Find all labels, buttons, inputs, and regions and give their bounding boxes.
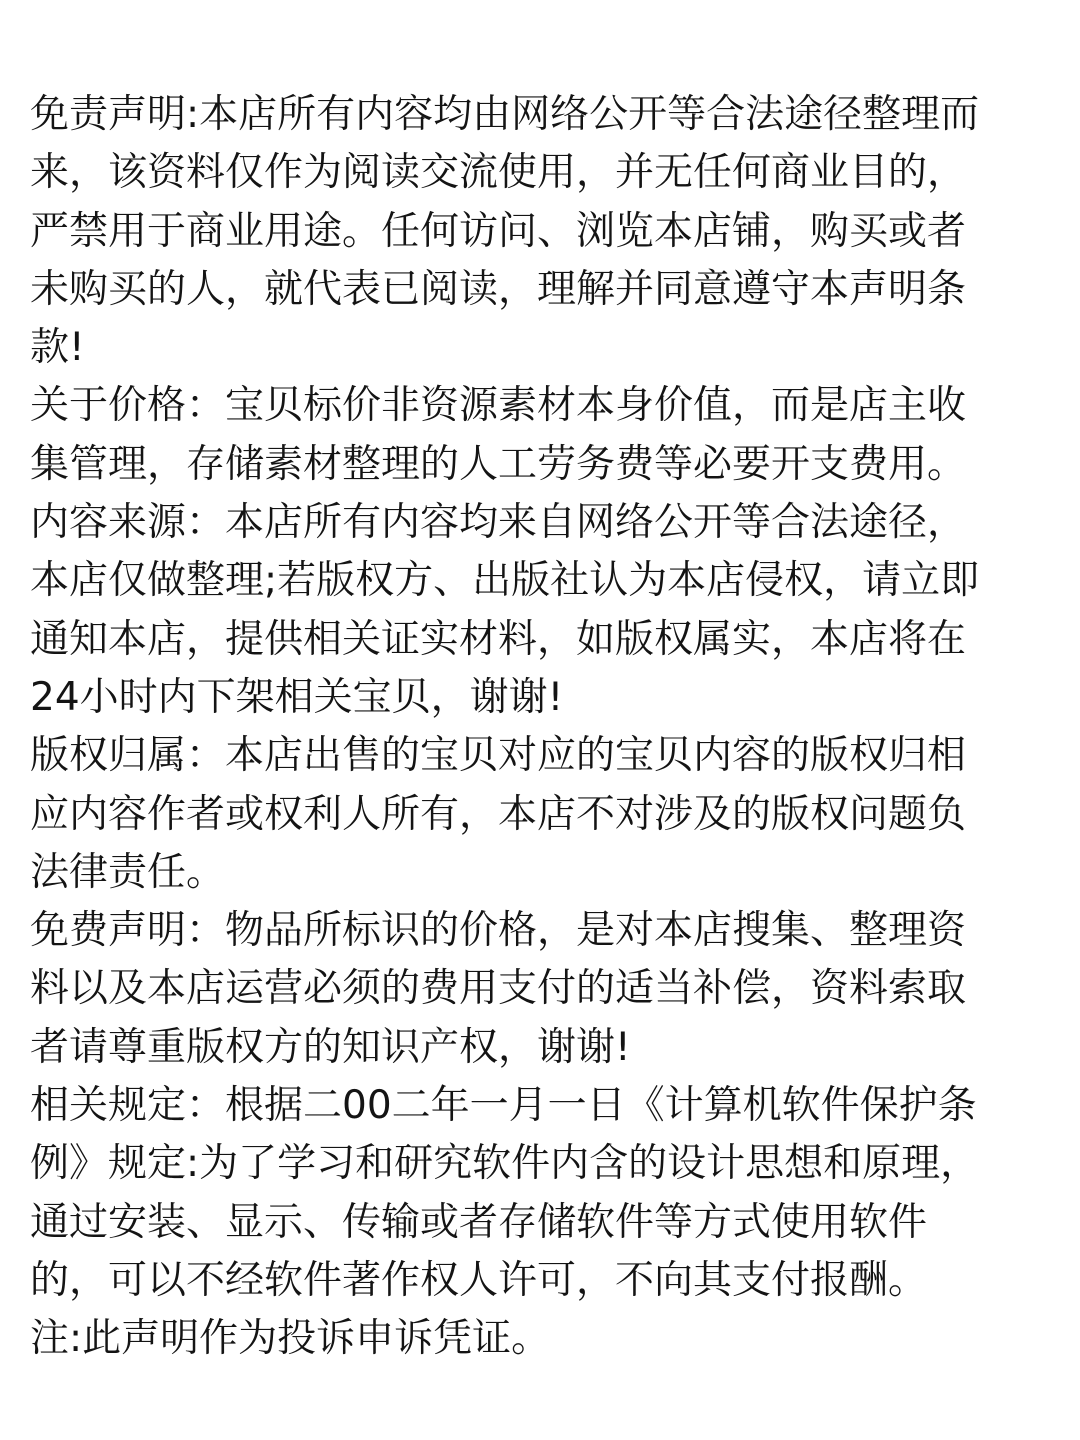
content-source-line: 内容来源：本店所有内容均来自网络公开等合法途径， (30, 500, 967, 546)
price-section-line: 集管理，存储素材整理的人工劳务费等必要开支费用。 (30, 441, 967, 487)
fee-statement-line: 者请尊重版权方的知识产权，谢谢! (30, 1024, 631, 1070)
regulation-line: 相关规定：根据二00二年一月一日《计算机软件保护条 (30, 1083, 977, 1129)
regulation-line: 通过安装、显示、传输或者存储软件等方式使用软件 (30, 1199, 928, 1245)
copyright-line: 版权归属：本店出售的宝贝对应的宝贝内容的版权归相 (30, 733, 967, 779)
fee-statement-line: 免费声明：物品所标识的价格，是对本店搜集、整理资 (30, 908, 967, 954)
content-source-line: 24小时内下架相关宝贝，谢谢! (30, 674, 564, 720)
note-line: 注:此声明作为投诉申诉凭证。 (30, 1316, 551, 1362)
disclaimer-line: 严禁用于商业用途。任何访问、浏览本店铺，购买或者 (30, 208, 967, 254)
copyright-line: 法律责任。 (30, 849, 226, 895)
regulation-line: 的，可以不经软件著作权人许可，不向其支付报酬。 (30, 1257, 928, 1303)
disclaimer-line: 未购买的人，就代表已阅读，理解并同意遵守本声明条 (30, 266, 967, 312)
copyright-line: 应内容作者或权利人所有，本店不对涉及的版权问题负 (30, 791, 967, 837)
content-source-line: 本店仅做整理;若版权方、出版社认为本店侵权，请立即 (30, 558, 980, 604)
fee-statement-line: 料以及本店运营必须的费用支付的适当补偿，资料索取 (30, 966, 967, 1012)
disclaimer-line: 来，该资料仅作为阅读交流使用，并无任何商业目的， (30, 150, 967, 196)
disclaimer-line: 免责声明:本店所有内容均由网络公开等合法途径整理而 (30, 92, 980, 137)
disclaimer-line: 款! (30, 325, 85, 371)
disclaimer-document (30, 86, 1050, 1369)
price-section-line: 关于价格：宝贝标价非资源素材本身价值，而是店主收 (30, 383, 967, 429)
regulation-line: 例》规定:为了学习和研究软件内含的设计思想和原理， (30, 1141, 980, 1187)
content-source-line: 通知本店，提供相关证实材料，如版权属实，本店将在 (30, 616, 967, 662)
